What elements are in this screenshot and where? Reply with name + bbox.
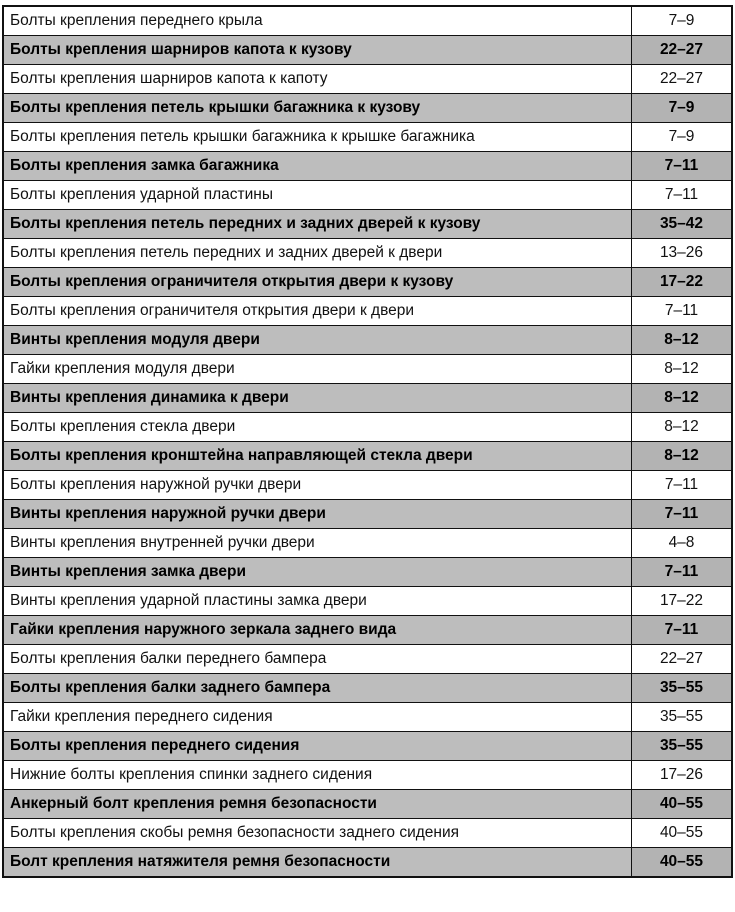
table-row xyxy=(3,268,732,297)
torque-value-cell: 7–11 xyxy=(632,297,733,326)
table-row xyxy=(3,529,732,558)
fastener-description-cell: Винты крепления модуля двери xyxy=(3,326,632,355)
torque-value-cell: 8–12 xyxy=(632,355,733,384)
table-row xyxy=(3,587,732,616)
fastener-description-cell: Болты крепления петель передних и задних дверей к двери xyxy=(3,239,632,268)
table-row xyxy=(3,65,732,94)
fastener-description-cell: Болты крепления балки заднего бампера xyxy=(3,674,632,703)
table-row xyxy=(3,152,732,181)
fastener-description-cell: Винты крепления внутренней ручки двери xyxy=(3,529,632,558)
table-row xyxy=(3,326,732,355)
fastener-description-cell: Винты крепления замка двери xyxy=(3,558,632,587)
fastener-description-cell: Болт крепления натяжителя ремня безопасности xyxy=(3,848,632,878)
fastener-description-cell: Гайки крепления наружного зеркала заднего вида xyxy=(3,616,632,645)
torque-value-cell: 35–42 xyxy=(632,210,733,239)
torque-value-cell: 13–26 xyxy=(632,239,733,268)
table-row xyxy=(3,616,732,645)
fastener-description-cell: Болты крепления скобы ремня безопасности заднего сидения xyxy=(3,819,632,848)
torque-value-cell: 7–11 xyxy=(632,558,733,587)
table-row xyxy=(3,239,732,268)
fastener-description-cell: Болты крепления наружной ручки двери xyxy=(3,471,632,500)
table-row xyxy=(3,181,732,210)
torque-value-cell: 22–27 xyxy=(632,645,733,674)
table-row xyxy=(3,36,732,65)
fastener-description-cell: Болты крепления переднего крыла xyxy=(3,6,632,36)
fastener-description-cell: Гайки крепления модуля двери xyxy=(3,355,632,384)
table-row xyxy=(3,471,732,500)
fastener-description-cell: Болты крепления балки переднего бампера xyxy=(3,645,632,674)
torque-value-cell: 40–55 xyxy=(632,790,733,819)
torque-value-cell: 22–27 xyxy=(632,36,733,65)
table-row xyxy=(3,790,732,819)
fastener-description-cell: Болты крепления переднего сидения xyxy=(3,732,632,761)
fastener-description-cell: Нижние болты крепления спинки заднего сидения xyxy=(3,761,632,790)
torque-value-cell: 40–55 xyxy=(632,819,733,848)
torque-value-cell: 7–11 xyxy=(632,471,733,500)
fastener-description-cell: Болты крепления шарниров капота к капоту xyxy=(3,65,632,94)
fastener-description-cell: Болты крепления стекла двери xyxy=(3,413,632,442)
torque-value-cell: 17–26 xyxy=(632,761,733,790)
fastener-description-cell: Болты крепления петель крышки багажника к крышке багажника xyxy=(3,123,632,152)
table-row xyxy=(3,94,732,123)
fastener-description-cell: Болты крепления ударной пластины xyxy=(3,181,632,210)
fastener-description-cell: Болты крепления петель крышки багажника к кузову xyxy=(3,94,632,123)
torque-value-cell: 7–11 xyxy=(632,181,733,210)
torque-value-cell: 7–9 xyxy=(632,6,733,36)
fastener-description-cell: Анкерный болт крепления ремня безопасности xyxy=(3,790,632,819)
table-row xyxy=(3,645,732,674)
fastener-description-cell: Болты крепления замка багажника xyxy=(3,152,632,181)
torque-value-cell: 8–12 xyxy=(632,442,733,471)
torque-value-cell: 35–55 xyxy=(632,674,733,703)
table-row xyxy=(3,384,732,413)
torque-value-cell: 7–11 xyxy=(632,500,733,529)
table-row xyxy=(3,6,732,36)
table-row xyxy=(3,413,732,442)
table-row xyxy=(3,123,732,152)
table-row xyxy=(3,761,732,790)
torque-value-cell: 22–27 xyxy=(632,65,733,94)
fastener-description-cell: Винты крепления наружной ручки двери xyxy=(3,500,632,529)
torque-value-cell: 35–55 xyxy=(632,732,733,761)
torque-value-cell: 35–55 xyxy=(632,703,733,732)
fastener-description-cell: Болты крепления ограничителя открытия двери к кузову xyxy=(3,268,632,297)
fastener-description-cell: Винты крепления ударной пластины замка двери xyxy=(3,587,632,616)
table-row xyxy=(3,442,732,471)
torque-value-cell: 17–22 xyxy=(632,268,733,297)
torque-value-cell: 8–12 xyxy=(632,413,733,442)
torque-value-cell: 7–9 xyxy=(632,94,733,123)
table-row xyxy=(3,500,732,529)
table-row xyxy=(3,674,732,703)
table-row xyxy=(3,297,732,326)
fastener-description-cell: Болты крепления петель передних и задних дверей к кузову xyxy=(3,210,632,239)
fastener-description-cell: Болты крепления кронштейна направляющей стекла двери xyxy=(3,442,632,471)
table-row xyxy=(3,848,732,878)
table-row xyxy=(3,732,732,761)
torque-value-cell: 7–9 xyxy=(632,123,733,152)
torque-value-cell: 17–22 xyxy=(632,587,733,616)
fastener-description-cell: Винты крепления динамика к двери xyxy=(3,384,632,413)
torque-table-body xyxy=(3,6,732,877)
table-row xyxy=(3,355,732,384)
torque-value-cell: 40–55 xyxy=(632,848,733,878)
table-row xyxy=(3,558,732,587)
torque-value-cell: 4–8 xyxy=(632,529,733,558)
torque-specs-table xyxy=(2,5,733,878)
table-row xyxy=(3,703,732,732)
table-row xyxy=(3,819,732,848)
table-row xyxy=(3,210,732,239)
torque-value-cell: 7–11 xyxy=(632,152,733,181)
torque-value-cell: 8–12 xyxy=(632,384,733,413)
fastener-description-cell: Болты крепления ограничителя открытия двери к двери xyxy=(3,297,632,326)
fastener-description-cell: Гайки крепления переднего сидения xyxy=(3,703,632,732)
torque-value-cell: 8–12 xyxy=(632,326,733,355)
torque-value-cell: 7–11 xyxy=(632,616,733,645)
fastener-description-cell: Болты крепления шарниров капота к кузову xyxy=(3,36,632,65)
